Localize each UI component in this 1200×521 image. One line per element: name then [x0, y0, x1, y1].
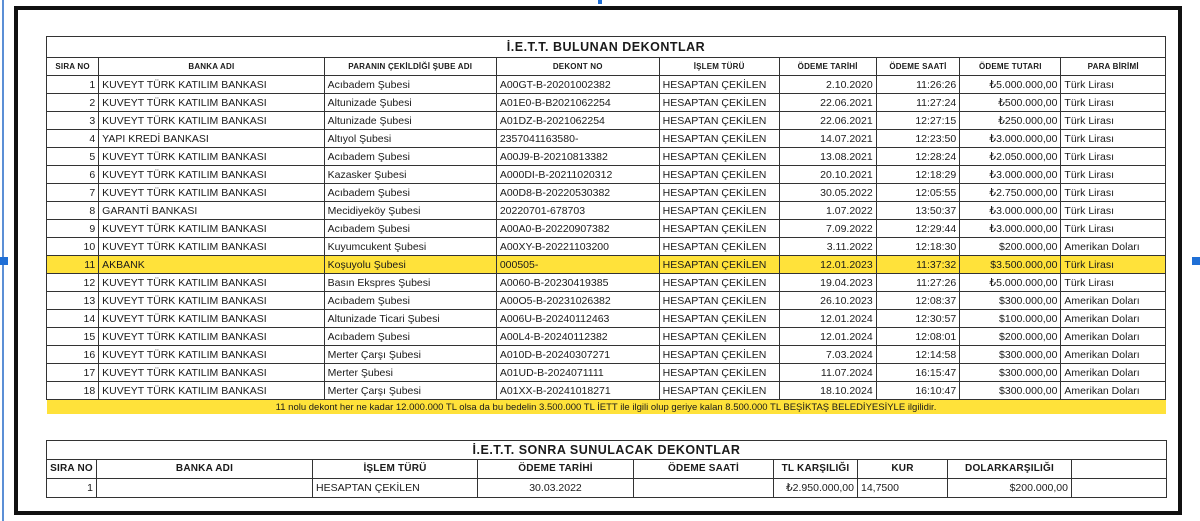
cell-date: 19.04.2023 [779, 274, 876, 292]
cell-amount: $300.000,00 [960, 292, 1061, 310]
receipt-row [47, 382, 1166, 400]
cell-bank: YAPI KREDİ BANKASI [99, 130, 324, 148]
receipt-row [47, 274, 1166, 292]
cell-currency: Amerikan Doları [1061, 382, 1166, 400]
cell-no: 3 [47, 112, 99, 130]
receipt-row [47, 112, 1166, 130]
cell-currency: Türk Lirası [1061, 256, 1166, 274]
cell-date: 22.06.2021 [779, 112, 876, 130]
cell-bank: AKBANK [99, 256, 324, 274]
column-header: İŞLEM TÜRÜ [659, 58, 779, 76]
cell-branch: Merter Çarşı Şubesi [324, 346, 496, 364]
cell-branch: Altıyol Şubesi [324, 130, 496, 148]
cell-receipt: 000505- [496, 256, 659, 274]
column-header: ÖDEME TARİHİ [478, 460, 634, 479]
resize-handle-left[interactable] [0, 257, 8, 265]
cell-receipt: A01UD-B-2024071111 [496, 364, 659, 382]
cell-time: 12:14:58 [876, 346, 959, 364]
cell-amount: ₺3.000.000,00 [960, 220, 1061, 238]
cell-currency: Türk Lirası [1061, 94, 1166, 112]
cell-type: HESAPTAN ÇEKİLEN [313, 479, 478, 498]
cell-bank: KUVEYT TÜRK KATILIM BANKASI [99, 328, 324, 346]
cell-type: HESAPTAN ÇEKİLEN [659, 148, 779, 166]
cell-time: 12:05:55 [876, 184, 959, 202]
cell-date: 14.07.2021 [779, 130, 876, 148]
column-header: PARA BİRİMİ [1061, 58, 1166, 76]
cell-branch: Acıbadem Şubesi [324, 76, 496, 94]
cell-date: 12.01.2024 [779, 310, 876, 328]
cell-time: 11:27:24 [876, 94, 959, 112]
cell-bank: KUVEYT TÜRK KATILIM BANKASI [99, 292, 324, 310]
cell-bank: KUVEYT TÜRK KATILIM BANKASI [99, 346, 324, 364]
found-table-header [47, 58, 1166, 76]
cell-time: 12:30:57 [876, 310, 959, 328]
receipt-row [47, 94, 1166, 112]
cell-no: 1 [47, 479, 97, 498]
cell-type: HESAPTAN ÇEKİLEN [659, 238, 779, 256]
cell-branch: Altunizade Şubesi [324, 94, 496, 112]
cell-bank: KUVEYT TÜRK KATILIM BANKASI [99, 382, 324, 400]
cell-branch: Acıbadem Şubesi [324, 220, 496, 238]
cell-receipt: A006U-B-20240112463 [496, 310, 659, 328]
cell-bank: KUVEYT TÜRK KATILIM BANKASI [99, 364, 324, 382]
receipt-row [47, 364, 1166, 382]
later-receipts-table [46, 440, 1167, 498]
cell-receipt: A00A0-B-20220907382 [496, 220, 659, 238]
found-receipts-table [46, 36, 1166, 414]
cell-type: HESAPTAN ÇEKİLEN [659, 166, 779, 184]
cell-time: 12:28:24 [876, 148, 959, 166]
receipt-row [47, 328, 1166, 346]
cell-usd: $200.000,00 [948, 479, 1072, 498]
cell-branch: Merter Çarşı Şubesi [324, 382, 496, 400]
column-header: TL KARŞILIĞI [774, 460, 858, 479]
cell-branch: Acıbadem Şubesi [324, 148, 496, 166]
column-header: BANKA ADI [97, 460, 313, 479]
cell-bank: KUVEYT TÜRK KATILIM BANKASI [99, 94, 324, 112]
cell-type: HESAPTAN ÇEKİLEN [659, 76, 779, 94]
cell-no: 15 [47, 328, 99, 346]
cell-branch: Mecidiyeköy Şubesi [324, 202, 496, 220]
cell-date: 12.01.2024 [779, 328, 876, 346]
pending-receipt-row [47, 479, 1167, 498]
column-header: ÖDEME SAATİ [634, 460, 774, 479]
cell-amount: $300.000,00 [960, 364, 1061, 382]
cell-branch: Altunizade Ticari Şubesi [324, 310, 496, 328]
cell-currency: Türk Lirası [1061, 112, 1166, 130]
later-table-body [47, 479, 1167, 498]
cell-amount: ₺5.000.000,00 [960, 274, 1061, 292]
cell-time: 12:08:37 [876, 292, 959, 310]
cell-type: HESAPTAN ÇEKİLEN [659, 112, 779, 130]
column-header: ÖDEME TUTARI [960, 58, 1061, 76]
cell-no: 10 [47, 238, 99, 256]
cell-receipt: A000DI-B-20211020312 [496, 166, 659, 184]
cell-currency: Türk Lirası [1061, 76, 1166, 94]
cell-branch: Kazasker Şubesi [324, 166, 496, 184]
cell-currency: Amerikan Doları [1061, 364, 1166, 382]
cell-date: 1.07.2022 [779, 202, 876, 220]
cell-amount: ₺5.000.000,00 [960, 76, 1061, 94]
cell-currency: Türk Lirası [1061, 130, 1166, 148]
column-header: KUR [858, 460, 948, 479]
cell-amount: ₺2.050.000,00 [960, 148, 1061, 166]
cell-receipt: A00L4-B-20240112382 [496, 328, 659, 346]
cell-bank: KUVEYT TÜRK KATILIM BANKASI [99, 112, 324, 130]
receipt-row [47, 220, 1166, 238]
receipt-row [47, 346, 1166, 364]
cell-time: 16:15:47 [876, 364, 959, 382]
cell-date: 26.10.2023 [779, 292, 876, 310]
cell-rate: 14,7500 [858, 479, 948, 498]
cell-type: HESAPTAN ÇEKİLEN [659, 220, 779, 238]
cell-receipt: A010D-B-20240307271 [496, 346, 659, 364]
cell-no: 7 [47, 184, 99, 202]
column-header: DEKONT NO [496, 58, 659, 76]
cell-bank: KUVEYT TÜRK KATILIM BANKASI [99, 220, 324, 238]
cell-no: 2 [47, 94, 99, 112]
cell-amount: $200.000,00 [960, 328, 1061, 346]
cell-amount: $300.000,00 [960, 346, 1061, 364]
cell-currency: Türk Lirası [1061, 148, 1166, 166]
cell-currency: Türk Lirası [1061, 202, 1166, 220]
cell-receipt: A0060-B-20230419385 [496, 274, 659, 292]
column-header: ÖDEME TARİHİ [779, 58, 876, 76]
cell-receipt: A00D8-B-20220530382 [496, 184, 659, 202]
cell-branch: Basın Ekspres Şubesi [324, 274, 496, 292]
cell-currency: Amerikan Doları [1061, 346, 1166, 364]
cell-date: 3.11.2022 [779, 238, 876, 256]
column-header-empty [1072, 460, 1167, 479]
cell-type: HESAPTAN ÇEKİLEN [659, 382, 779, 400]
receipt-row [47, 184, 1166, 202]
receipt-row [47, 202, 1166, 220]
cell-branch: Acıbadem Şubesi [324, 292, 496, 310]
cell-bank: KUVEYT TÜRK KATILIM BANKASI [99, 184, 324, 202]
cell-currency: Türk Lirası [1061, 274, 1166, 292]
cell-amount: $3.500.000,00 [960, 256, 1061, 274]
cell-date: 2.10.2020 [779, 76, 876, 94]
cell-time: 11:37:32 [876, 256, 959, 274]
receipt-row [47, 130, 1166, 148]
receipt-row [47, 292, 1166, 310]
cell-amount: ₺3.000.000,00 [960, 202, 1061, 220]
cell-bank: KUVEYT TÜRK KATILIM BANKASI [99, 166, 324, 184]
receipt-row [47, 310, 1166, 328]
cell-receipt: 20220701-678703 [496, 202, 659, 220]
cell-time: 12:29:44 [876, 220, 959, 238]
cell-amount: ₺3.000.000,00 [960, 130, 1061, 148]
found-table-body [47, 76, 1166, 400]
cell-receipt: A01XX-B-20241018271 [496, 382, 659, 400]
cell-amount: ₺3.000.000,00 [960, 166, 1061, 184]
later-table-header [47, 460, 1167, 479]
cell-bank [97, 479, 313, 498]
cell-type: HESAPTAN ÇEKİLEN [659, 256, 779, 274]
cell-branch: Acıbadem Şubesi [324, 328, 496, 346]
cell-receipt: A00GT-B-20201002382 [496, 76, 659, 94]
cell-type: HESAPTAN ÇEKİLEN [659, 346, 779, 364]
cell-no: 1 [47, 76, 99, 94]
cell-date: 13.08.2021 [779, 148, 876, 166]
cell-bank: KUVEYT TÜRK KATILIM BANKASI [99, 310, 324, 328]
cell-branch: Altunizade Şubesi [324, 112, 496, 130]
cell-receipt: A01DZ-B-2021062254 [496, 112, 659, 130]
highlight-note: 11 nolu dekont her ne kadar 12.000.000 TL olsa da bu bedelin 3.500.000 TL İETT ile ilgili olup geriye kalan 8.500.000 TL BEŞİKTAŞ BELEDİYESİYLE ilgilidir. [47, 400, 1166, 415]
found-table-title: İ.E.T.T. BULUNAN DEKONTLAR [47, 37, 1166, 58]
cell-no: 18 [47, 382, 99, 400]
cell-receipt: A01E0-B-B2021062254 [496, 94, 659, 112]
cell-date: 22.06.2021 [779, 94, 876, 112]
cell-amount: ₺500.000,00 [960, 94, 1061, 112]
cell-date: 18.10.2024 [779, 382, 876, 400]
later-table-title: İ.E.T.T. SONRA SUNULACAK DEKONTLAR [47, 441, 1167, 460]
receipt-row [47, 148, 1166, 166]
cell-no: 4 [47, 130, 99, 148]
cell-bank: KUVEYT TÜRK KATILIM BANKASI [99, 76, 324, 94]
resize-handle-top[interactable] [598, 0, 602, 4]
cell-type: HESAPTAN ÇEKİLEN [659, 94, 779, 112]
cell-bank: GARANTİ BANKASI [99, 202, 324, 220]
cell-no: 16 [47, 346, 99, 364]
cell-time: 12:18:29 [876, 166, 959, 184]
cell-currency: Türk Lirası [1061, 184, 1166, 202]
cell-no: 13 [47, 292, 99, 310]
cell-receipt: A00XY-B-20221103200 [496, 238, 659, 256]
cell-no: 9 [47, 220, 99, 238]
cell-currency: Türk Lirası [1061, 220, 1166, 238]
cell-no: 8 [47, 202, 99, 220]
cell-date: 11.07.2024 [779, 364, 876, 382]
cell-type: HESAPTAN ÇEKİLEN [659, 328, 779, 346]
cell-empty [1072, 479, 1167, 498]
cell-currency: Türk Lirası [1061, 166, 1166, 184]
cell-time: 12:23:50 [876, 130, 959, 148]
cell-branch: Koşuyolu Şubesi [324, 256, 496, 274]
cell-currency: Amerikan Doları [1061, 238, 1166, 256]
cell-time: 12:08:01 [876, 328, 959, 346]
cell-time: 11:26:26 [876, 76, 959, 94]
cell-currency: Amerikan Doları [1061, 328, 1166, 346]
receipt-row [47, 166, 1166, 184]
cell-date: 12.01.2023 [779, 256, 876, 274]
column-header: BANKA ADI [99, 58, 324, 76]
cell-no: 14 [47, 310, 99, 328]
column-header: DOLARKARŞILIĞI [948, 460, 1072, 479]
cell-bank: KUVEYT TÜRK KATILIM BANKASI [99, 148, 324, 166]
cell-no: 11 [47, 256, 99, 274]
cell-amount: $100.000,00 [960, 310, 1061, 328]
cell-currency: Amerikan Doları [1061, 292, 1166, 310]
cell-no: 6 [47, 166, 99, 184]
cell-time: 12:18:30 [876, 238, 959, 256]
column-header: ÖDEME SAATİ [876, 58, 959, 76]
column-header: İŞLEM TÜRÜ [313, 460, 478, 479]
receipt-row [47, 256, 1166, 274]
cell-no: 12 [47, 274, 99, 292]
resize-handle-right[interactable] [1192, 257, 1200, 265]
cell-receipt: A00J9-B-20210813382 [496, 148, 659, 166]
cell-date: 30.05.2022 [779, 184, 876, 202]
cell-date: 20.10.2021 [779, 166, 876, 184]
cell-type: HESAPTAN ÇEKİLEN [659, 274, 779, 292]
cell-bank: KUVEYT TÜRK KATILIM BANKASI [99, 274, 324, 292]
cell-tl: ₺2.950.000,00 [774, 479, 858, 498]
cell-date: 7.03.2024 [779, 346, 876, 364]
cell-branch: Merter Şubesi [324, 364, 496, 382]
cell-branch: Kuyumcukent Şubesi [324, 238, 496, 256]
column-header: PARANIN ÇEKİLDİĞİ ŞUBE ADI [324, 58, 496, 76]
cell-type: HESAPTAN ÇEKİLEN [659, 130, 779, 148]
cell-date: 7.09.2022 [779, 220, 876, 238]
cell-amount: $300.000,00 [960, 382, 1061, 400]
receipt-row [47, 238, 1166, 256]
cell-time: 13:50:37 [876, 202, 959, 220]
cell-time [634, 479, 774, 498]
column-header: SIRA NO [47, 58, 99, 76]
cell-amount: ₺2.750.000,00 [960, 184, 1061, 202]
cell-bank: KUVEYT TÜRK KATILIM BANKASI [99, 238, 324, 256]
cell-type: HESAPTAN ÇEKİLEN [659, 364, 779, 382]
column-header: SIRA NO [47, 460, 97, 479]
cell-time: 11:27:26 [876, 274, 959, 292]
cell-type: HESAPTAN ÇEKİLEN [659, 184, 779, 202]
cell-receipt: 2357041163580- [496, 130, 659, 148]
cell-type: HESAPTAN ÇEKİLEN [659, 292, 779, 310]
cell-date: 30.03.2022 [478, 479, 634, 498]
cell-amount: $200.000,00 [960, 238, 1061, 256]
cell-currency: Amerikan Doları [1061, 310, 1166, 328]
cell-receipt: A00O5-B-20231026382 [496, 292, 659, 310]
cell-time: 12:27:15 [876, 112, 959, 130]
cell-amount: ₺250.000,00 [960, 112, 1061, 130]
cell-no: 5 [47, 148, 99, 166]
cell-no: 17 [47, 364, 99, 382]
receipt-row [47, 76, 1166, 94]
cell-time: 16:10:47 [876, 382, 959, 400]
cell-type: HESAPTAN ÇEKİLEN [659, 202, 779, 220]
cell-type: HESAPTAN ÇEKİLEN [659, 310, 779, 328]
cell-branch: Acıbadem Şubesi [324, 184, 496, 202]
